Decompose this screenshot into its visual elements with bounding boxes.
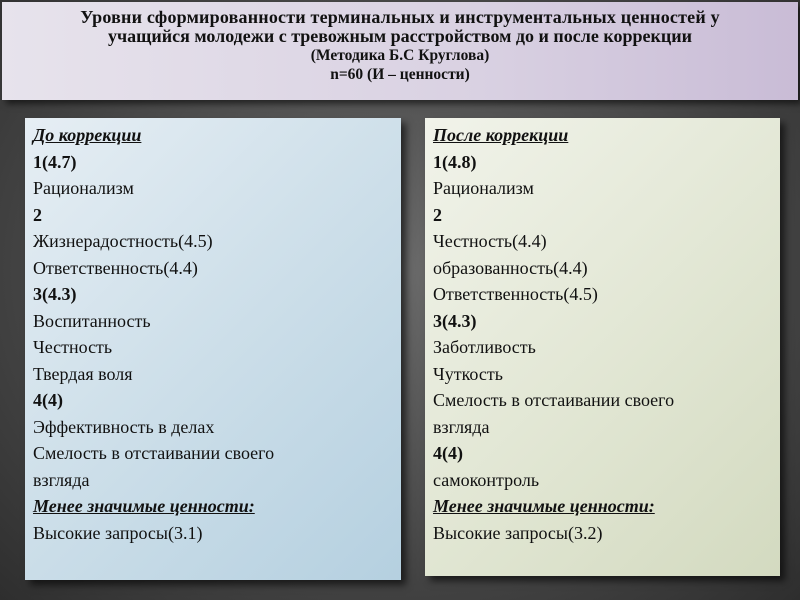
after-line: Заботливость: [433, 337, 536, 357]
before-line: 1(4.7): [33, 151, 77, 172]
after-correction-panel: [425, 118, 780, 576]
title-line-1: Уровни сформированности терминальных и инструментальных ценностей у: [80, 7, 720, 27]
before-line: взгляда: [33, 469, 90, 490]
after-line: Ответственность(4.5): [433, 284, 598, 304]
before-heading: До коррекции: [33, 125, 142, 145]
before-line: Эффективность в делах: [33, 416, 215, 437]
after-line: образованность(4.4): [433, 257, 588, 278]
before-line: Твердая воля: [33, 363, 133, 384]
before-line: Жизнерадостность(4.5): [33, 231, 213, 251]
after-line: 4(4): [433, 443, 463, 463]
before-line: Рационализм: [33, 178, 134, 198]
after-line: Честность(4.4): [433, 231, 547, 251]
after-values-list: [433, 149, 780, 547]
title-line-3: (Методика Б.С Круглова): [310, 47, 490, 64]
before-line: Высокие запросы(3.1): [33, 522, 203, 543]
title-box: [2, 2, 798, 100]
before-subheading: Менее значимые ценности:: [33, 496, 255, 516]
after-line: 3(4.3): [433, 310, 477, 331]
after-line: Рационализм: [433, 178, 534, 198]
after-line: взгляда: [433, 416, 490, 437]
before-line: Честность: [33, 337, 113, 357]
title-line-2: учащийся молодежи с тревожным расстройством до и после коррекции: [108, 26, 692, 46]
after-line: Высокие запросы(3.2): [433, 522, 603, 543]
after-line: самоконтроль: [433, 469, 540, 490]
after-heading: После коррекции: [433, 125, 569, 145]
before-line: 3(4.3): [33, 284, 77, 304]
before-line: 4(4): [33, 390, 63, 410]
before-line: Смелость в отстаивании своего: [33, 443, 275, 463]
before-line: 2: [33, 204, 42, 225]
before-correction-panel: [25, 118, 401, 580]
after-line: Чуткость: [433, 363, 503, 384]
after-line: 1(4.8): [433, 151, 477, 172]
after-line: 2: [433, 204, 442, 225]
before-line: Ответственность(4.4): [33, 257, 198, 278]
title-line-4: n=60 (И – ценности): [330, 66, 470, 83]
before-line: Воспитанность: [33, 310, 151, 331]
after-subheading: Менее значимые ценности:: [433, 496, 655, 516]
before-values-list: [33, 149, 401, 547]
after-line: Смелость в отстаивании своего: [433, 390, 675, 410]
